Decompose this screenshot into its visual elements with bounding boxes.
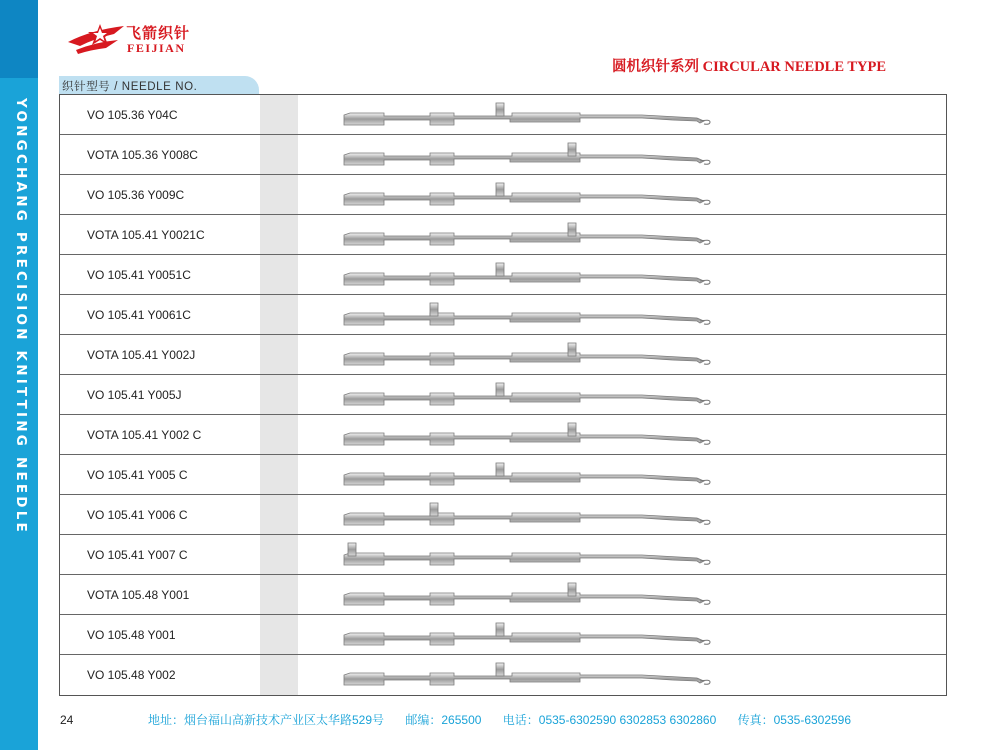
table-row bbox=[60, 255, 946, 295]
table-row bbox=[60, 295, 946, 335]
needle-drawing-icon bbox=[342, 421, 722, 449]
table-row bbox=[60, 375, 946, 415]
needle-drawing-icon bbox=[342, 541, 722, 569]
needle-model-label: VOTA 105.41 Y002 C bbox=[87, 428, 202, 442]
table-row bbox=[60, 655, 946, 695]
needle-drawing-icon bbox=[342, 261, 722, 289]
needle-drawing-icon bbox=[342, 501, 722, 529]
brand-name-cn: 飞箭织针 bbox=[126, 24, 191, 42]
needle-model-label: VO 105.36 Y009C bbox=[87, 188, 185, 202]
table-row bbox=[60, 495, 946, 535]
needle-model-label: VO 105.41 Y005J bbox=[87, 388, 182, 402]
table-row bbox=[60, 415, 946, 455]
table-row bbox=[60, 175, 946, 215]
needle-model-label: VOTA 105.36 Y008C bbox=[87, 148, 198, 162]
needle-model-label: VOTA 105.41 Y0021C bbox=[87, 228, 205, 242]
footer-contact bbox=[148, 711, 869, 728]
table-row bbox=[60, 615, 946, 655]
table-row bbox=[60, 135, 946, 175]
needle-model-label: VOTA 105.41 Y002J bbox=[87, 348, 196, 362]
brand-name-en: FEIJIAN bbox=[127, 41, 186, 55]
needle-table bbox=[59, 94, 947, 696]
table-row bbox=[60, 215, 946, 255]
page-number: 24 bbox=[60, 713, 74, 727]
needle-drawing-icon bbox=[342, 661, 722, 689]
needle-model-label: VO 105.36 Y04C bbox=[87, 108, 178, 122]
needle-drawing-icon bbox=[342, 221, 722, 249]
needle-drawing-icon bbox=[342, 581, 722, 609]
side-bar bbox=[0, 0, 38, 750]
table-row bbox=[60, 335, 946, 375]
needle-model-label: VO 105.41 Y005 C bbox=[87, 468, 188, 482]
needle-drawing-icon bbox=[342, 141, 722, 169]
side-brand-text: YONGCHANG PRECISION KNITTING NEEDLE bbox=[13, 98, 29, 535]
footer-postcode: 邮编：265500 bbox=[405, 713, 482, 727]
needle-drawing-icon bbox=[342, 181, 722, 209]
needle-model-label: VO 105.41 Y0051C bbox=[87, 268, 191, 282]
needle-drawing-icon bbox=[342, 301, 722, 329]
needle-model-label: VO 105.48 Y002 bbox=[87, 668, 176, 682]
needle-drawing-icon bbox=[342, 621, 722, 649]
table-row bbox=[60, 535, 946, 575]
needle-no-tab-label: 织针型号 / NEEDLE NO. bbox=[62, 81, 198, 93]
needle-model-label: VOTA 105.48 Y001 bbox=[87, 588, 190, 602]
table-row bbox=[60, 575, 946, 615]
side-bar-top bbox=[0, 0, 38, 78]
needle-drawing-icon bbox=[342, 461, 722, 489]
needle-model-label: VO 105.41 Y006 C bbox=[87, 508, 188, 522]
table-row bbox=[60, 455, 946, 495]
needle-model-label: VO 105.41 Y0061C bbox=[87, 308, 191, 322]
needle-model-label: VO 105.41 Y007 C bbox=[87, 548, 188, 562]
table-row bbox=[60, 95, 946, 135]
footer-phone: 电话：0535-6302590 6302853 6302860 bbox=[502, 713, 717, 727]
needle-drawing-icon bbox=[342, 341, 722, 369]
needle-model-label: VO 105.48 Y001 bbox=[87, 628, 176, 642]
needle-drawing-icon bbox=[342, 101, 722, 129]
footer-address: 地址：烟台福山高新技术产业区太华路529号 bbox=[148, 713, 385, 727]
footer-fax: 传真：0535-6302596 bbox=[737, 713, 852, 727]
series-title: 圆机织针系列 CIRCULAR NEEDLE TYPE bbox=[612, 59, 887, 75]
needle-drawing-icon bbox=[342, 381, 722, 409]
